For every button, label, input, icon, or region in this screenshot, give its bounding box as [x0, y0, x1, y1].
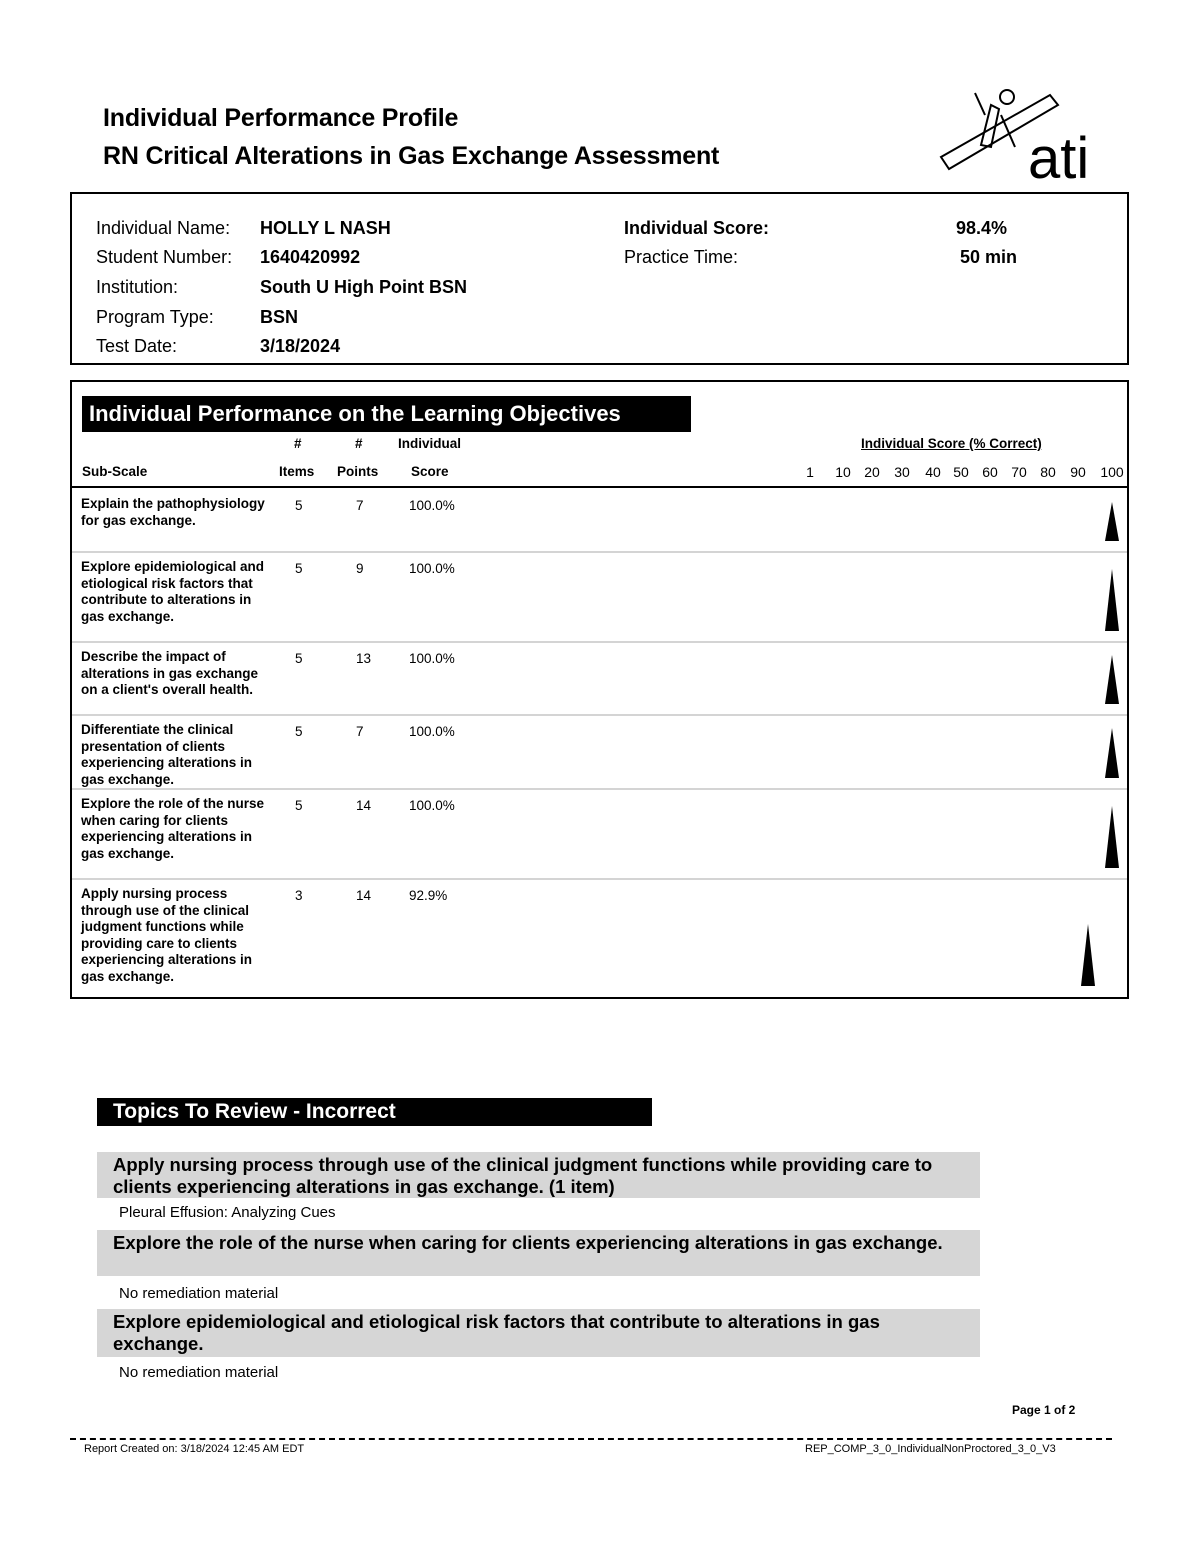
objective-items: 5	[295, 651, 303, 666]
topics-banner: Topics To Review - Incorrect	[97, 1098, 652, 1126]
program-type-label: Program Type:	[96, 307, 214, 327]
topic-heading-2: Explore the role of the nurse when caring for clients experiencing alterations in gas exchange.	[97, 1230, 980, 1276]
axis-tick-label: 60	[982, 464, 998, 480]
test-date-value: 3/18/2024	[260, 336, 341, 356]
ati-figure-logo-icon	[935, 85, 1110, 185]
objective-row	[72, 714, 1127, 788]
score-marker-icon	[1105, 569, 1119, 631]
objective-row	[72, 788, 1127, 878]
score-marker-icon	[1105, 655, 1119, 704]
objective-row	[72, 488, 1127, 551]
topic-sub-2: No remediation material	[119, 1285, 279, 1302]
objective-points: 14	[356, 888, 372, 903]
objective-items: 5	[295, 798, 303, 813]
items-hash-header: #	[294, 436, 302, 451]
assessment-title: RN Critical Alterations in Gas Exchange Assessment	[103, 142, 720, 170]
objective-description: Apply nursing process through use of the clinical judgment functions while providing care to clients experiencing alterations in gas exchange.	[81, 886, 253, 984]
objective-description: Differentiate the clinical presentation of clients experiencing alterations in gas exchange.	[81, 722, 253, 787]
objective-points: 13	[356, 651, 372, 666]
page-number: Page 1 of 2	[1012, 1403, 1076, 1417]
axis-tick-label: 80	[1040, 464, 1056, 480]
logo-text: ati	[1028, 126, 1090, 185]
objective-score: 100.0%	[409, 724, 455, 739]
practice-time-value: 50 min	[960, 247, 1018, 267]
report-created: Report Created on: 3/18/2024 12:45 AM EDT	[84, 1443, 305, 1455]
objective-points: 14	[356, 798, 372, 813]
points-hash-header: #	[355, 436, 363, 451]
axis-tick-label: 100	[1100, 464, 1124, 480]
topic-heading-1: Apply nursing process through use of the clinical judgment functions while providing care to clients experiencing alterations in gas exchange. (1 item)	[97, 1152, 980, 1198]
objective-score: 100.0%	[409, 498, 455, 513]
points-header: Points	[337, 464, 379, 479]
axis-tick-label: 30	[894, 464, 910, 480]
report-title: Individual Performance Profile	[103, 104, 459, 132]
axis-tick-label: 20	[864, 464, 880, 480]
institution-value: South U High Point BSN	[260, 277, 467, 297]
test-date-label: Test Date:	[96, 336, 178, 356]
topic-sub-3: No remediation material	[119, 1364, 279, 1381]
objective-points: 7	[356, 498, 364, 513]
name-label: Individual Name:	[96, 218, 231, 238]
student-number-label: Student Number:	[96, 247, 233, 267]
individual-score-label: Individual Score:	[624, 218, 770, 238]
topic-heading-3: Explore epidemiological and etiological risk factors that contribute to alterations in gas exchange.	[97, 1309, 980, 1357]
report-id: REP_COMP_3_0_IndividualNonProctored_3_0_V3	[805, 1443, 1056, 1455]
axis-tick-label: 50	[953, 464, 969, 480]
objective-description: Explore epidemiological and etiological risk factors that contribute to alterations in gas exchange.	[81, 559, 265, 624]
score-header: Score	[411, 464, 449, 479]
ati-logo	[935, 85, 1110, 185]
items-header: Items	[279, 464, 315, 479]
institution-label: Institution:	[96, 277, 179, 297]
objective-items: 5	[295, 724, 303, 739]
score-marker-icon	[1105, 502, 1119, 541]
chart-title: Individual Score (% Correct)	[861, 436, 1042, 451]
objective-description: Explore the role of the nurse when caring for clients experiencing alterations in gas exchange.	[81, 796, 265, 861]
objective-description: Explain the pathophysiology for gas exchange.	[81, 496, 265, 528]
objectives-banner: Individual Performance on the Learning Objectives	[82, 396, 691, 432]
objective-score: 100.0%	[409, 651, 455, 666]
objective-row	[72, 878, 1127, 996]
topic-sub-1: Pleural Effusion: Analyzing Cues	[119, 1204, 336, 1221]
score-marker-icon	[1105, 728, 1119, 778]
individual-score-value: 98.4%	[956, 218, 1008, 238]
objective-score: 100.0%	[409, 798, 455, 813]
objective-items: 5	[295, 498, 303, 513]
objective-score: 100.0%	[409, 561, 455, 576]
subscale-header: Sub-Scale	[82, 464, 148, 479]
axis-tick-label: 40	[925, 464, 941, 480]
individual-header: Individual	[398, 436, 462, 451]
footer-divider	[70, 1438, 1112, 1440]
objective-items: 5	[295, 561, 303, 576]
objective-score: 92.9%	[409, 888, 448, 903]
objective-description: Describe the impact of alterations in gas exchange on a client's overall health.	[81, 649, 259, 697]
practice-time-label: Practice Time:	[624, 247, 739, 267]
program-type-value: BSN	[260, 307, 299, 327]
student-info-box	[70, 192, 1129, 365]
objective-row	[72, 551, 1127, 641]
objective-items: 3	[295, 888, 303, 903]
student-number-value: 1640420992	[260, 247, 361, 267]
score-marker-icon	[1081, 924, 1095, 986]
objective-row	[72, 641, 1127, 714]
objective-points: 9	[356, 561, 364, 576]
score-marker-icon	[1105, 806, 1119, 868]
learning-objectives-box	[70, 380, 1129, 999]
axis-tick-label: 10	[835, 464, 851, 480]
name-value: HOLLY L NASH	[260, 218, 391, 238]
axis-tick-label: 1	[806, 464, 814, 480]
axis-tick-label: 70	[1011, 464, 1027, 480]
objective-points: 7	[356, 724, 364, 739]
axis-tick-label: 90	[1070, 464, 1086, 480]
